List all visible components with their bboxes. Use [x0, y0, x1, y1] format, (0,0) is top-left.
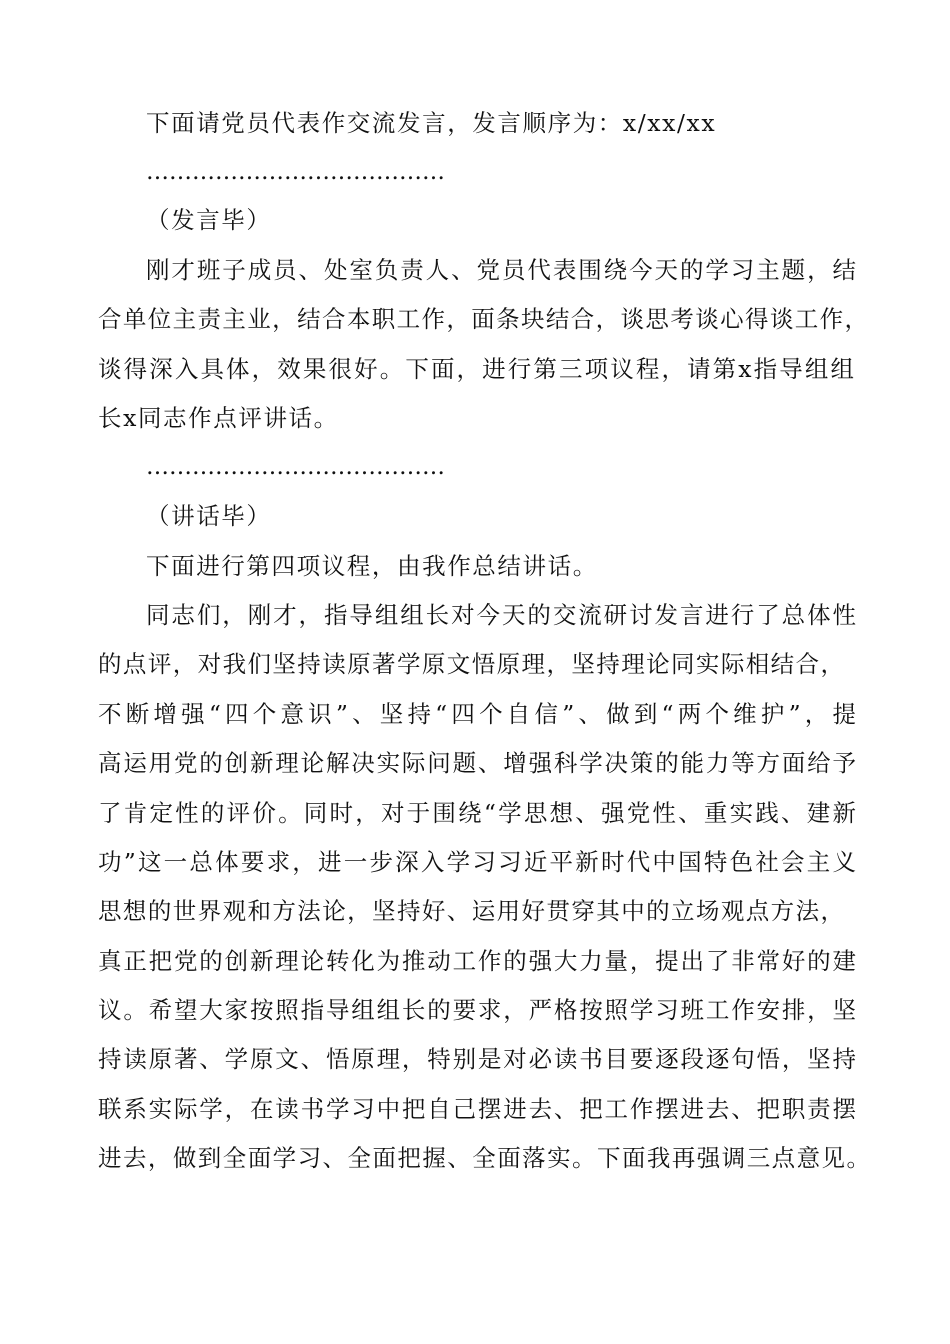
paragraph-line: 持读原著、学原文、悟原理，特别是对必读书目要逐段逐句悟，坚持: [98, 1045, 856, 1073]
paragraph-line: 下面进行第四项议程，由我作总结讲话。: [146, 552, 598, 580]
speech-end-note: （发言毕）: [146, 206, 272, 234]
paragraph-line: 谈得深入具体，效果很好。下面，进行第三项议程，请第x指导组组: [98, 355, 854, 383]
ellipsis-separator: …………………………………: [146, 159, 445, 185]
speaker-order-line: 下面请党员代表作交流发言，发言顺序为：x/xx/xx: [146, 109, 717, 137]
paragraph-line: 刚才班子成员、处室负责人、党员代表围绕今天的学习主题，结: [146, 256, 856, 284]
paragraph-line: 功”这一总体要求，进一步深入学习习近平新时代中国特色社会主义: [98, 848, 856, 876]
paragraph-line: 同志们，刚才，指导组组长对今天的交流研讨发言进行了总体性: [146, 601, 856, 629]
paragraph-line: 进去，做到全面学习、全面把握、全面落实。下面我再强调三点意见。: [98, 1144, 870, 1172]
paragraph-line: 联系实际学，在读书学习中把自己摆进去、把工作摆进去、把职责摆: [98, 1095, 856, 1123]
paragraph-line: 议。希望大家按照指导组组长的要求，严格按照学习班工作安排，坚: [98, 996, 856, 1024]
paragraph-line: 高运用党的创新理论解决实际问题、增强科学决策的能力等方面给予: [98, 749, 856, 777]
paragraph-line: 真正把党的创新理论转化为推动工作的强大力量，提出了非常好的建: [98, 947, 856, 975]
paragraph-line: 合单位主责主业，结合本职工作，面条块结合，谈思考谈心得谈工作，: [98, 305, 868, 333]
paragraph-line: 了肯定性的评价。同时，对于围绕“学思想、强党性、重实践、建新: [98, 799, 856, 827]
paragraph-line: 的点评，对我们坚持读原著学原文悟原理，坚持理论同实际相结合，: [98, 650, 844, 678]
paragraph-line: 思想的世界观和方法论，坚持好、运用好贯穿其中的立场观点方法，: [98, 897, 844, 925]
paragraph-line: 长x同志作点评讲话。: [98, 404, 339, 432]
paragraph-line: 不断增强“四个意识”、坚持“四个自信”、做到“两个维护”，提: [98, 700, 856, 728]
ellipsis-separator: …………………………………: [146, 454, 445, 480]
speech-end-note: （讲话毕）: [146, 502, 272, 530]
